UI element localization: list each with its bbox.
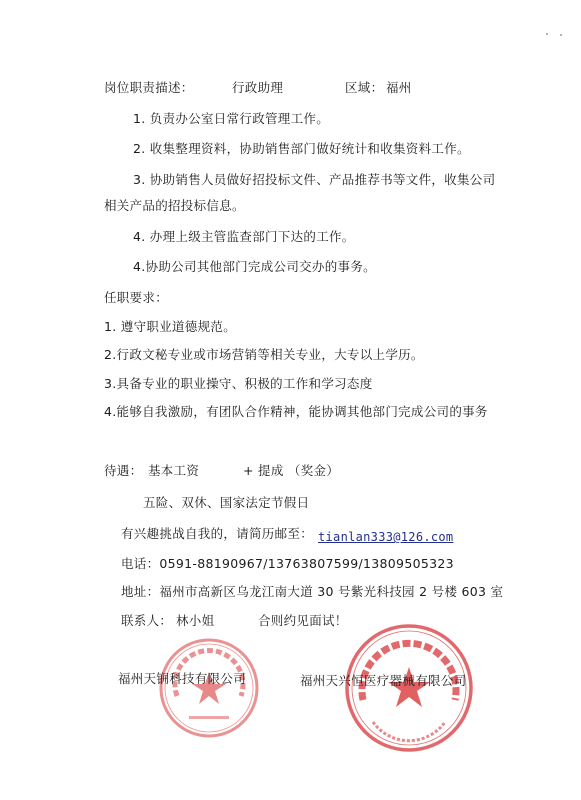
company-seal-left: [157, 636, 261, 740]
duty-item-continued: 相关产品的招投标信息。: [104, 198, 245, 213]
duty-item: 3. 协助销售人员做好招投标文件、产品推荐书等文件，收集公司: [133, 172, 496, 187]
job-desc-label: 岗位职责描述：: [104, 80, 194, 95]
position-name: 行政助理: [232, 80, 284, 95]
phone-line: 电话：0591-88190967/13763807599/13809505323: [121, 556, 454, 571]
company-name-left: 福州天锎科技有限公司: [118, 671, 247, 686]
region-label: 区域：: [345, 80, 384, 95]
duty-item: 4. 办理上级主管监查部门下达的工作。: [133, 229, 355, 244]
requirement-item: 3.具备专业的职业操守、积极的工作和学习态度: [104, 376, 373, 391]
interview-note: 合则约见面试！: [258, 613, 348, 628]
scan-speck: [560, 34, 562, 36]
requirement-item: 4.能够自我激励，有团队合作精神，能协调其他部门完成公司的事务: [104, 404, 488, 419]
benefits-salary: 基本工资: [148, 463, 200, 478]
duty-item: 1. 负责办公室日常行政管理工作。: [133, 111, 330, 126]
requirements-title: 任职要求：: [104, 290, 169, 305]
benefits-label: 待遇：: [104, 463, 143, 478]
contact-person-name: 林小姐: [176, 613, 215, 628]
email-link[interactable]: tianlan333@126.com: [318, 530, 454, 544]
requirement-item: 1. 遵守职业道德规范。: [104, 319, 236, 334]
company-name-right: 福州天兴恒医疗器械有限公司: [300, 673, 467, 688]
duty-item: 2. 收集整理资料，协助销售部门做好统计和收集资料工作。: [133, 141, 470, 156]
contact-person-label: 联系人：: [121, 613, 173, 628]
duty-item: 4.协助公司其他部门完成公司交办的事务。: [133, 259, 376, 274]
requirement-item: 2.行政文秘专业或市场营销等相关专业，大专以上学历。: [104, 347, 424, 362]
apply-text: 有兴趣挑战自我的，请简历邮至：: [121, 526, 314, 541]
scan-speck: [546, 33, 548, 35]
benefits-commission: + 提成 （奖金）: [243, 463, 340, 478]
region-name: 福州: [386, 80, 412, 95]
benefits-extras: 五险、双休、国家法定节假日: [143, 495, 310, 510]
address-line: 地址：福州市高新区乌龙江南大道 30 号紫光科技园 2 号楼 603 室: [121, 584, 504, 599]
